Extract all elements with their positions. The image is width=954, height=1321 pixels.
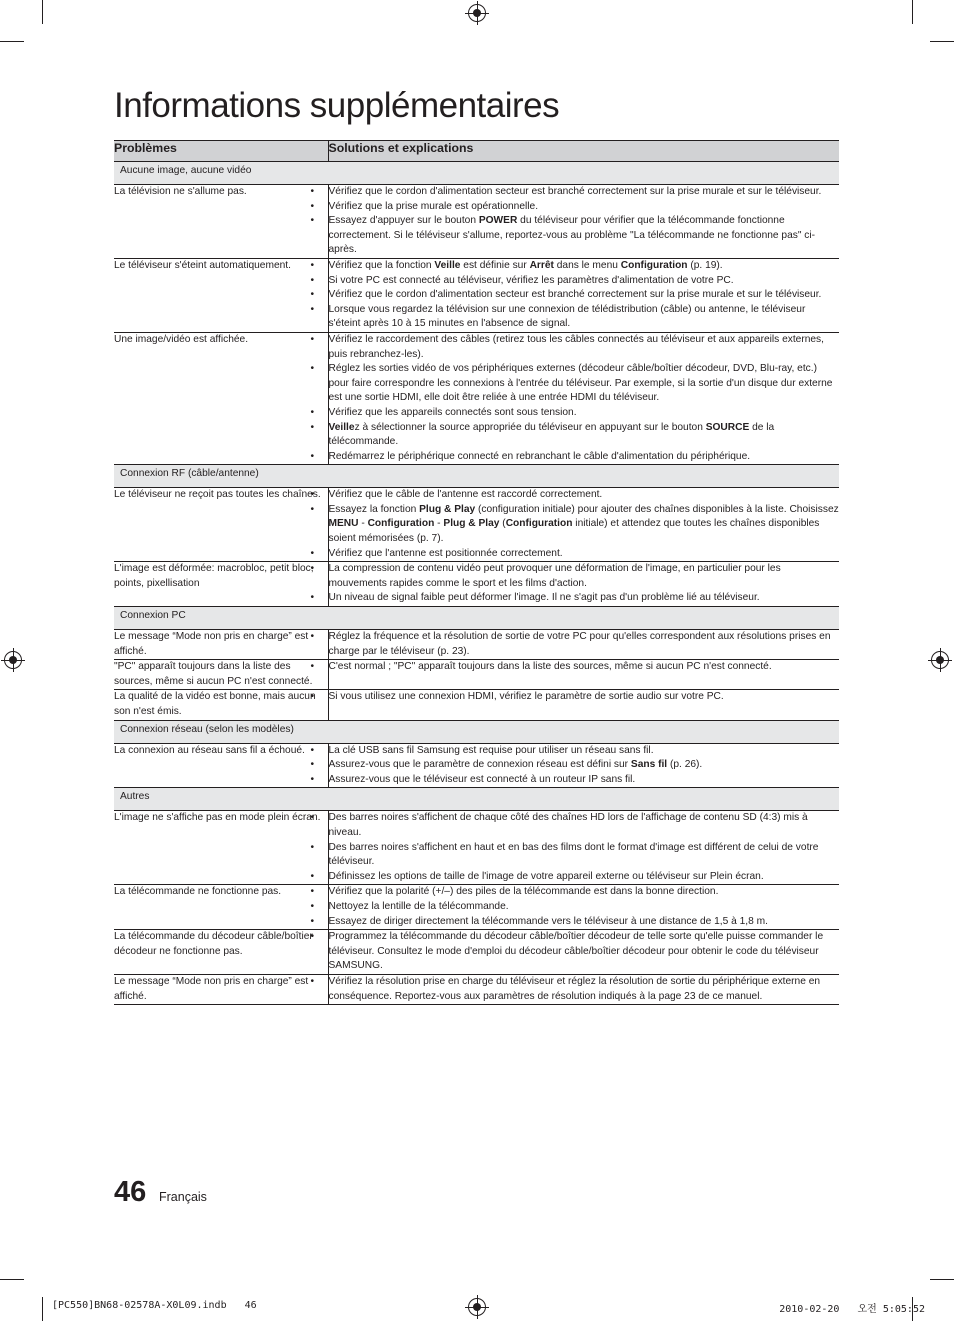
section-row xyxy=(114,162,839,185)
problem-cell: La télécommande du décodeur câble/boîtier décodeur ne fonctionne pas. xyxy=(114,930,328,975)
page-title: Informations supplémentaires xyxy=(114,86,560,125)
solution-item: • Vérifiez le raccordement des câbles (retirez tous les câbles connectés au téléviseur et aux appareils externes, puis rebranchez-les). xyxy=(329,333,840,362)
solution-cell xyxy=(328,660,839,690)
solution-list xyxy=(329,690,840,705)
solution-item: • Réglez les sorties vidéo de vos périphériques externes (décodeur câble/boîtier décodeur, DVD, Blu-ray, etc.) pour faire correspondre les connexions à l'entrée du téléviseur. Par exemple, si la sortie d'un disque dur externe est une sortie HDMI, elle doit être reliée à une entrée HDMI du téléviseur. xyxy=(329,362,840,406)
problem-cell: Le téléviseur s'éteint automatiquement. xyxy=(114,258,328,332)
table-row xyxy=(114,562,839,607)
page-language: Français xyxy=(159,1190,207,1204)
table-row xyxy=(114,630,839,660)
section-row xyxy=(114,720,839,743)
solution-item: • Vérifiez que le cordon d'alimentation secteur est branché correctement sur la prise murale et sur le téléviseur. xyxy=(329,288,840,303)
section-title: Connexion RF (câble/antenne) xyxy=(114,465,839,488)
solution-list xyxy=(329,630,840,659)
solution-list xyxy=(329,333,840,464)
section-row xyxy=(114,788,839,811)
problem-cell: La télévision ne s'allume pas. xyxy=(114,185,328,259)
solution-item: • Vérifiez que la polarité (+/–) des piles de la télécommande est dans la bonne direction. xyxy=(329,885,840,900)
table-row xyxy=(114,811,839,885)
solution-cell xyxy=(328,562,839,607)
solution-item: • Réglez la fréquence et la résolution de sortie de votre PC pour qu'elles correspondent aux résolutions prises en charge par le téléviseur (p. 23). xyxy=(329,630,840,659)
solution-item: • Vérifiez que la fonction Veille est définie sur Arrêt dans le menu Configuration (p. 19). xyxy=(329,259,840,274)
solution-list xyxy=(329,930,840,974)
problem-cell: La télécommande ne fonctionne pas. xyxy=(114,885,328,930)
solution-item: • Vérifiez la résolution prise en charge du téléviseur et réglez la résolution de sortie du périphérique externe en conséquence. Reportez-vous aux paramètres de résolution indiqués à la page 23 de ce manuel. xyxy=(329,975,840,1004)
solution-list xyxy=(329,259,840,332)
solution-item: • Vérifiez que le câble de l'antenne est raccordé correctement. xyxy=(329,488,840,503)
registration-mark-icon xyxy=(468,4,486,22)
problem-cell: Une image/vidéo est affichée. xyxy=(114,332,328,464)
solution-item: • Nettoyez la lentille de la télécommande. xyxy=(329,900,840,915)
problem-cell: L'image ne s'affiche pas en mode plein écran. xyxy=(114,811,328,885)
section-title: Autres xyxy=(114,788,839,811)
solution-item: • Si vous utilisez une connexion HDMI, vérifiez le paramètre de sortie audio sur votre PC. xyxy=(329,690,840,705)
section-row xyxy=(114,465,839,488)
solution-item: • Un niveau de signal faible peut déformer l'image. Il ne s'agit pas d'un problème lié au téléviseur. xyxy=(329,591,840,606)
section-title: Aucune image, aucune vidéo xyxy=(114,162,839,185)
solution-item: • Des barres noires s'affichent en haut et en bas des films dont le format d'image est différent de celui de votre téléviseur. xyxy=(329,841,840,870)
solution-list xyxy=(329,811,840,884)
solution-item: • Vérifiez que la prise murale est opérationnelle. xyxy=(329,200,840,215)
crop-mark xyxy=(930,41,954,42)
solution-cell xyxy=(328,811,839,885)
solution-item: • Essayez d'appuyer sur le bouton POWER du téléviseur pour vérifier que la télécommande fonctionne correctement. Si le téléviseur s'allume, reportez-vous au problème "La télécommande ne fonctionne pas" ci-après. xyxy=(329,214,840,258)
table-row xyxy=(114,930,839,975)
section-title: Connexion PC xyxy=(114,607,839,630)
solution-item: • Si votre PC est connecté au téléviseur, vérifiez les paramètres d'alimentation de votre PC. xyxy=(329,274,840,289)
solution-item: • Vérifiez que les appareils connectés sont sous tension. xyxy=(329,406,840,421)
crop-mark xyxy=(930,1279,954,1280)
solution-item: • Assurez-vous que le paramètre de connexion réseau est défini sur Sans fil (p. 26). xyxy=(329,758,840,773)
solution-item: • Vérifiez que le cordon d'alimentation secteur est branché correctement sur la prise murale et sur le téléviseur. xyxy=(329,185,840,200)
header-problems: Problèmes xyxy=(114,141,328,162)
troubleshooting-table xyxy=(114,140,839,1005)
problem-cell: La connexion au réseau sans fil a échoué. xyxy=(114,743,328,788)
registration-mark-icon xyxy=(931,651,949,669)
table-row xyxy=(114,743,839,788)
solution-item: • Essayez de diriger directement la télécommande vers le téléviseur à une distance de 1,5 à 1,8 m. xyxy=(329,915,840,930)
solution-cell xyxy=(328,258,839,332)
solution-cell xyxy=(328,974,839,1004)
crop-mark xyxy=(912,0,913,24)
table-row xyxy=(114,974,839,1004)
solution-cell xyxy=(328,488,839,562)
table-row xyxy=(114,885,839,930)
problem-cell: "PC" apparaît toujours dans la liste des sources, même si aucun PC n'est connecté. xyxy=(114,660,328,690)
solution-list xyxy=(329,885,840,929)
solution-item: • Assurez-vous que le téléviseur est connecté à un routeur IP sans fil. xyxy=(329,773,840,788)
table-row xyxy=(114,690,839,720)
section-row xyxy=(114,607,839,630)
print-slug-datetime: 2010-02-20 오전 5:05:52 xyxy=(779,1304,925,1315)
registration-mark-icon xyxy=(468,1298,486,1316)
solution-item: • Lorsque vous regardez la télévision sur une connexion de télédistribution (câble) ou antenne, le téléviseur s'éteint après 10 à 15 minutes en l'absence de signal. xyxy=(329,303,840,332)
page-number: 46 xyxy=(114,1176,147,1208)
solution-list xyxy=(329,975,840,1004)
solution-item: • La compression de contenu vidéo peut provoquer une déformation de l'image, en particulier pour les mouvements rapides comme le sport et les films d'action. xyxy=(329,562,840,591)
problem-cell: Le message “Mode non pris en charge” est affiché. xyxy=(114,630,328,660)
solution-item: • C'est normal ; "PC" apparaît toujours dans la liste des sources, même si aucun PC n'est connecté. xyxy=(329,660,840,675)
solution-list xyxy=(329,744,840,788)
table-row xyxy=(114,488,839,562)
solution-cell xyxy=(328,332,839,464)
problem-cell: L'image est déformée: macrobloc, petit bloc, points, pixellisation xyxy=(114,562,328,607)
solution-list xyxy=(329,660,840,675)
solution-cell xyxy=(328,630,839,660)
solution-cell xyxy=(328,885,839,930)
header-solutions: Solutions et explications xyxy=(328,141,839,162)
table-row xyxy=(114,258,839,332)
solution-item: • Redémarrez le périphérique connecté en rebranchant le câble d'alimentation du périphérique. xyxy=(329,450,840,465)
registration-mark-icon xyxy=(4,651,22,669)
solution-list xyxy=(329,488,840,561)
solution-list xyxy=(329,562,840,606)
table-row xyxy=(114,185,839,259)
problem-cell: Le message “Mode non pris en charge” est affiché. xyxy=(114,974,328,1004)
section-title: Connexion réseau (selon les modèles) xyxy=(114,720,839,743)
solution-cell xyxy=(328,185,839,259)
crop-mark xyxy=(0,1279,24,1280)
crop-mark xyxy=(42,0,43,24)
solution-item: • Essayez la fonction Plug & Play (configuration initiale) pour ajouter des chaînes disponibles à la liste. Choisissez MENU - Configuration - Plug & Play (Configuration initiale) et attendez que toutes les chaînes disponibles soient mémorisées (p. 7). xyxy=(329,503,840,547)
table-body xyxy=(114,162,839,1005)
crop-mark xyxy=(0,41,24,42)
print-slug-file: [PC550]BN68-02578A-X0L09.indb 46 xyxy=(52,1300,257,1311)
solution-item: • Vérifiez que l'antenne est positionnée correctement. xyxy=(329,547,840,562)
table-row xyxy=(114,332,839,464)
solution-cell xyxy=(328,743,839,788)
table-row xyxy=(114,660,839,690)
table-header-row xyxy=(114,141,839,162)
solution-cell xyxy=(328,690,839,720)
solution-item: • Définissez les options de taille de l'image de votre appareil externe ou téléviseur sur Plein écran. xyxy=(329,870,840,885)
solution-item: • Veillez à sélectionner la source appropriée du téléviseur en appuyant sur le bouton SOURCE de la télécommande. xyxy=(329,421,840,450)
solution-item: • Des barres noires s'affichent de chaque côté des chaînes HD lors de l'affichage de contenu SD (4:3) mis à niveau. xyxy=(329,811,840,840)
solution-cell xyxy=(328,930,839,975)
problem-cell: Le téléviseur ne reçoit pas toutes les chaînes. xyxy=(114,488,328,562)
solution-item: • Programmez la télécommande du décodeur câble/boîtier décodeur de telle sorte qu'elle puisse commander le téléviseur. Consultez le mode d'emploi du décodeur câble/boîtier décodeur pour obtenir le code du téléviseur SAMSUNG. xyxy=(329,930,840,974)
solution-list xyxy=(329,185,840,258)
crop-mark xyxy=(42,1297,43,1321)
problem-cell: La qualité de la vidéo est bonne, mais aucun son n'est émis. xyxy=(114,690,328,720)
solution-item: • La clé USB sans fil Samsung est requise pour utiliser un réseau sans fil. xyxy=(329,744,840,759)
